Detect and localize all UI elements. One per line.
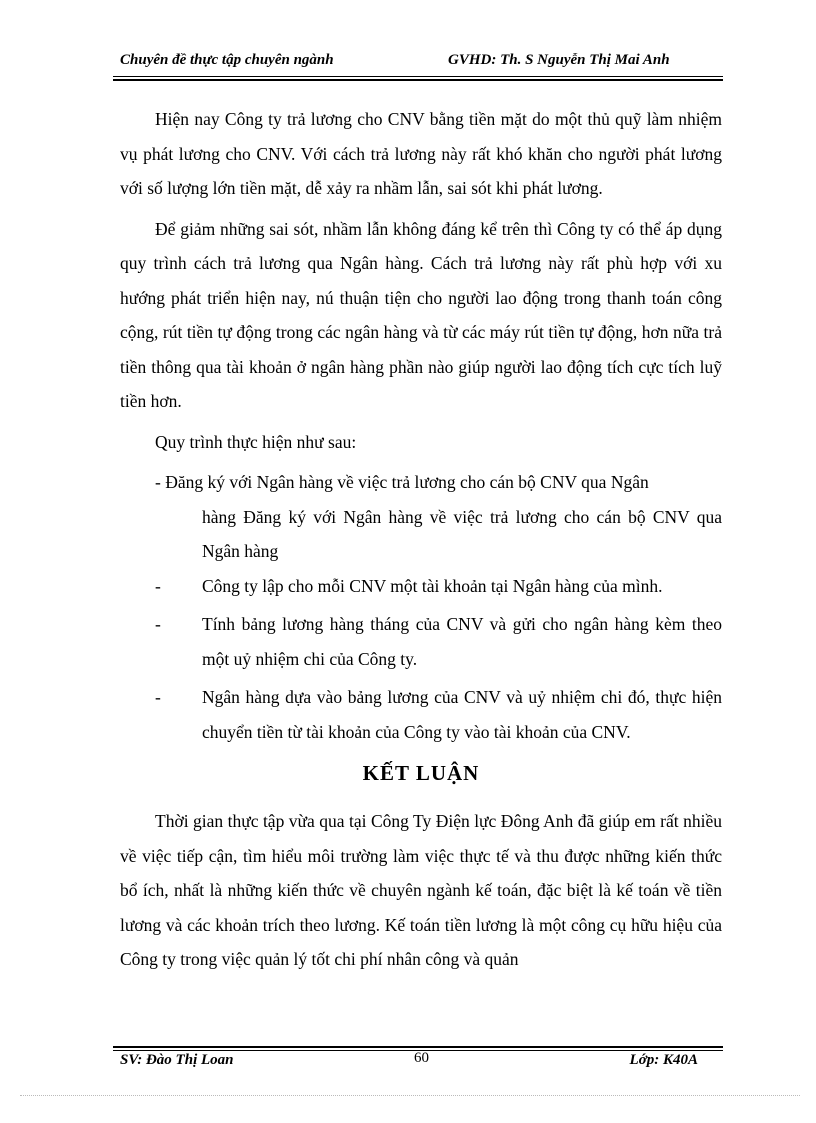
header-rule: [113, 76, 723, 77]
list-item: [120, 569, 722, 604]
header-rule-thick: [113, 79, 723, 81]
body-conclusion: [120, 804, 722, 983]
page-number: 60: [414, 1050, 429, 1066]
list-item: [120, 680, 722, 749]
list-dash: -: [155, 687, 161, 707]
page-edge-dotted-line: [20, 1095, 800, 1096]
header-course-title: Chuyên đề thực tập chuyên ngành: [120, 52, 334, 68]
footer-student: SV: Đào Thị Loan: [120, 1052, 234, 1068]
list-item-payroll: Tính bảng lương hàng tháng của CNV và gửi cho ngân hàng kèm theo một uỷ nhiệm chi của Công ty.: [202, 614, 722, 669]
list-dash: -: [155, 575, 161, 596]
paragraph-bank-payment: Để giảm những sai sót, nhầm lẫn không đáng kể trên thì Công ty có thể áp dụng quy trình cách trả lương qua Ngân hàng. Cách trả lương này rất phù hợp với xu hướng phát triển hiện nay, nú thuận tiện cho người lao động trong thanh toán công cộng, rút tiền tự động trong các ngân hàng và từ các máy rút tiền tự động, hơn nữa trả tiền thông qua tài khoản ở ngân hàng phần nào giúp người lao động tích cực tích luỹ tiền hơn.: [120, 218, 722, 411]
paragraph-conclusion: Thời gian thực tập vừa qua tại Công Ty Điện lực Đông Anh đã giúp em rất nhiều về việc tiếp cận, tìm hiểu môi trường làm việc thực tế và thu được những kiến thức bổ ích, nhất là những kiến thức về chuyên ngành kế toán, đặc biệt là kế toán về tiền lương và các khoản trích theo lương. Kế toán tiền lương là một công cụ hữu hiệu của Công ty trong việc quản lý tốt chi phí nhân công và quản: [120, 811, 722, 969]
list-item-register-line: - Đăng ký với Ngân hàng về việc trả lương cho cán bộ CNV qua Ngân: [155, 472, 649, 492]
list-item-transfer: Ngân hàng dựa vào bảng lương của CNV và uỷ nhiệm chi đó, thực hiện chuyển tiền từ tài khoản của Công ty vào tài khoản của CNV.: [202, 687, 722, 742]
paragraph-cash-payment: Hiện nay Công ty trả lương cho CNV bằng tiền mặt do một thủ quỹ làm nhiệm vụ phát lương cho CNV. Với cách trả lương này rất khó khăn cho người phát lương với số lượng lớn tiền mặt, dễ xảy ra nhầm lẫn, sai sót khi phát lương.: [120, 109, 722, 198]
footer-rule-thick: [113, 1046, 723, 1048]
list-item: [120, 465, 722, 569]
page-header: [120, 52, 720, 74]
list-dash: -: [155, 614, 161, 634]
list-item-register-cont: hàng Đăng ký với Ngân hàng về việc trả lương cho cán bộ CNV qua Ngân hàng: [202, 506, 722, 561]
page-footer: [120, 1052, 720, 1074]
body-upper: [120, 102, 722, 753]
list-item: [120, 607, 722, 676]
header-supervisor: GVHD: Th. S Nguyễn Thị Mai Anh: [448, 52, 670, 68]
section-title: KẾT LUẬN: [362, 761, 480, 785]
paragraph-procedure-intro: Quy trình thực hiện như sau:: [155, 431, 357, 452]
list-item-open-account: Công ty lập cho mỗi CNV một tài khoản tại Ngân hàng của mình.: [202, 575, 663, 596]
footer-class: Lớp: K40A: [629, 1052, 698, 1068]
